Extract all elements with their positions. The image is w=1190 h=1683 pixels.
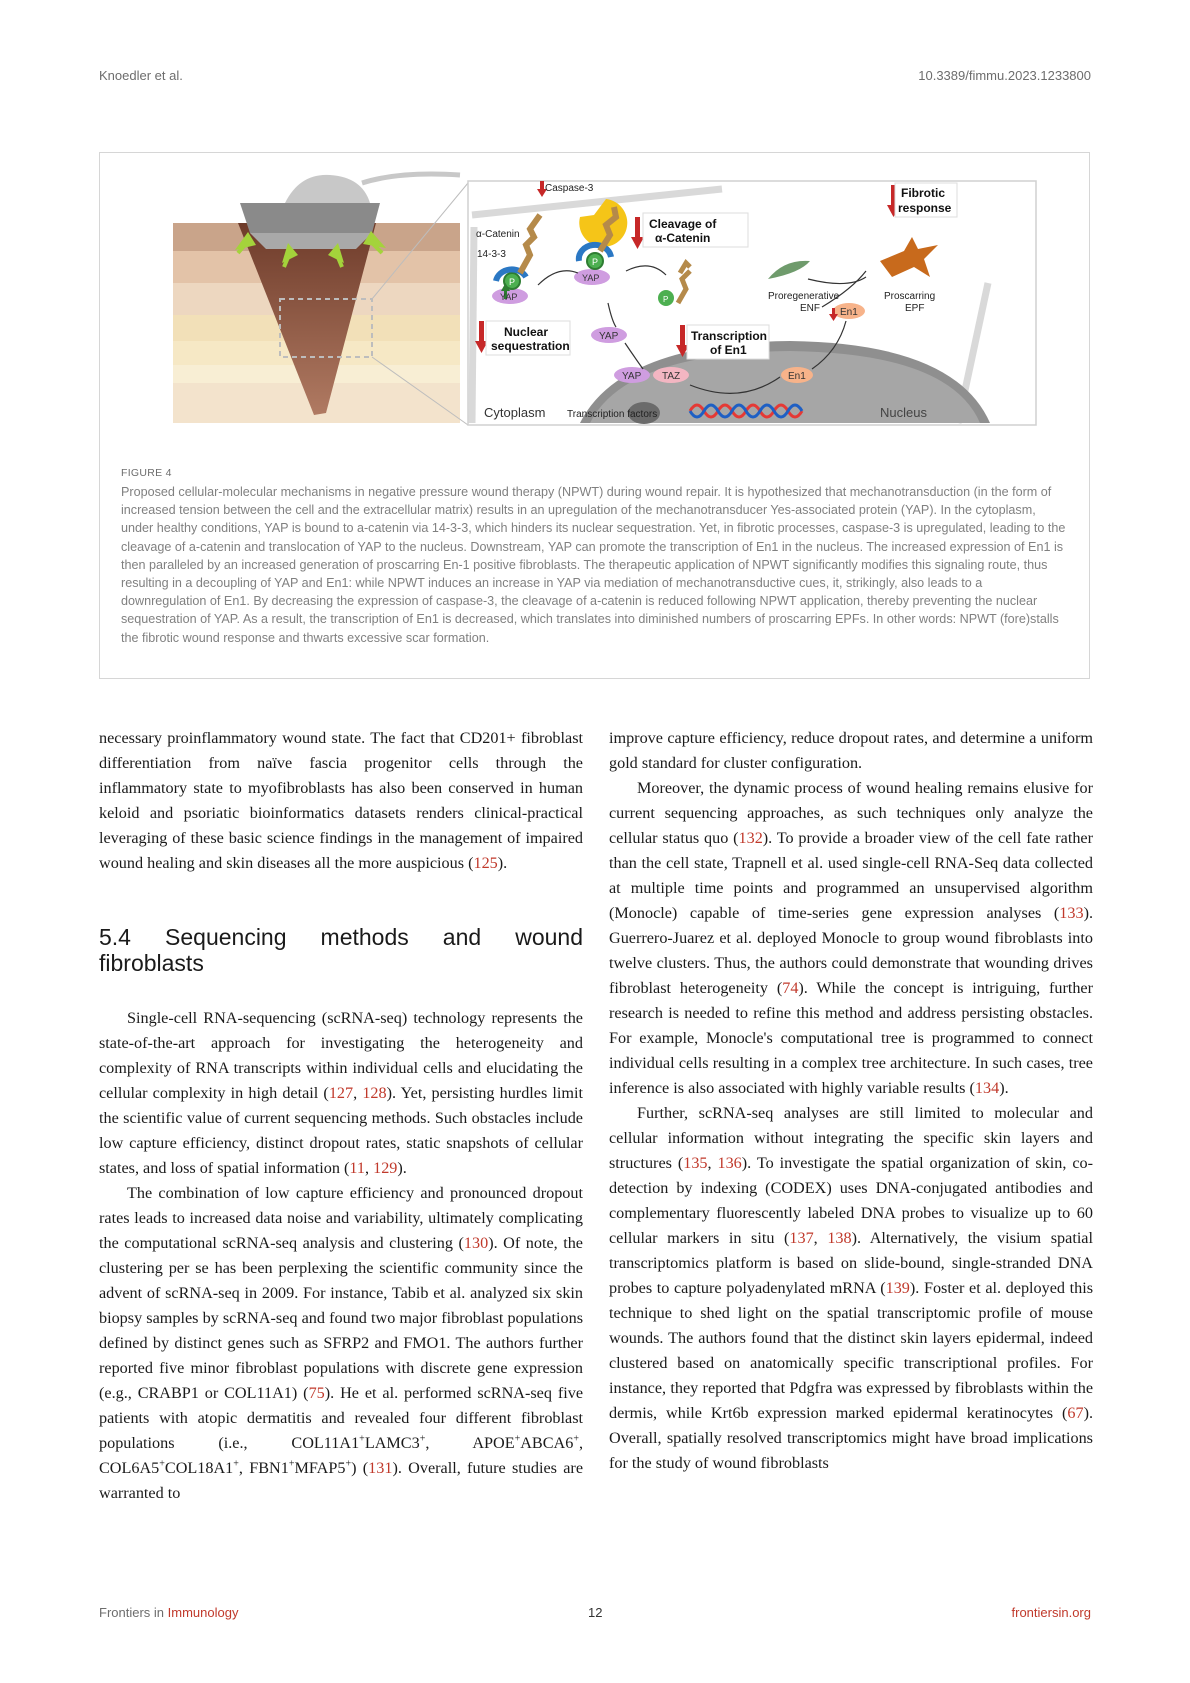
journal-name: Immunology: [167, 1605, 239, 1620]
signaling-panel: [468, 181, 1036, 425]
label-transcription-1: Transcription: [691, 329, 768, 343]
label-fibrotic-1: Fibrotic: [901, 186, 945, 200]
citation-link[interactable]: 134: [974, 1079, 1000, 1097]
label-cleavage-1: Cleavage of: [649, 217, 717, 231]
citation-link[interactable]: 137: [789, 1229, 814, 1247]
label-nucleus: Nucleus: [880, 405, 927, 420]
paragraph: necessary proinflammatory wound state. The fact that CD201+ fibroblast differentiation from naïve fascia progenitor cells through the inflammatory state to myofibroblasts has also been conserved in human keloid and psoriatic bioinformatics datasets renders clinical-practical leveraging of these basic science findings in the management of impaired wound healing and skin diseases all the more auspicious (125).: [99, 729, 583, 872]
page-number: 12: [588, 1605, 603, 1620]
citation-link[interactable]: 125: [473, 854, 498, 872]
label-proscarring-1: Proscarring: [884, 291, 936, 302]
citation-link[interactable]: 75: [308, 1384, 325, 1402]
label-en1-1: En1: [840, 307, 858, 318]
figure-illustration: [100, 153, 1091, 453]
section-heading: 5.4 Sequencing methods and wound fibroblasts: [99, 924, 583, 976]
citation-link[interactable]: 11: [349, 1159, 366, 1177]
running-header-authors: Knoedler et al.: [99, 68, 183, 83]
citation-link[interactable]: 131: [368, 1459, 393, 1477]
label-cleavage-2: α-Catenin: [655, 231, 711, 245]
citation-link[interactable]: 138: [827, 1229, 852, 1247]
figure-box: [99, 152, 1090, 679]
citation-link[interactable]: 139: [885, 1279, 910, 1297]
label-yap-1: YAP: [500, 292, 518, 302]
label-en1-2: En1: [788, 371, 806, 382]
label-proregenerative-1: Proregenerative: [768, 291, 840, 302]
citation-link[interactable]: 130: [463, 1234, 489, 1252]
label-nuclear-1: Nuclear: [504, 325, 549, 339]
footer-journal: Frontiers in Immunology: [99, 1605, 239, 1620]
citation-link[interactable]: 127: [328, 1084, 354, 1102]
label-catenin: α-Catenin: [476, 229, 520, 240]
left-column: [99, 726, 583, 1506]
citation-link[interactable]: 129: [373, 1159, 398, 1177]
label-taz: TAZ: [662, 371, 681, 382]
paragraph: improve capture efficiency, reduce dropout rates, and determine a uniform gold standard for cluster configuration.: [609, 729, 1093, 772]
label-yap-4: YAP: [622, 371, 642, 382]
label-yap-3: YAP: [599, 331, 619, 342]
footer-site-link[interactable]: frontiersin.org: [1011, 1605, 1091, 1620]
figure-label: FIGURE 4: [121, 467, 172, 479]
paragraph: Moreover, the dynamic process of wound healing remains elusive for current sequencing approaches, as such techniques only analyze the cellular status quo (132). To provide a broader view of the cell fate rather than the cell state, Trapnell et al. used single-cell RNA-Seq data collected at multiple time points and programmed an unsupervised algorithm (Monocle) capable of time-series gene expression analyses (133). Guerrero-Juarez et al. deployed Monocle to group wound fibroblasts into twelve clusters. Thus, the authors could demonstrate that wounding drives fibroblast heterogeneity (74). While the concept is intriguing, further research is needed to refine this method and address persisting obstacles. For example, Monocle's computational tree is programmed to connect individual cells resulting in a complex tree architecture. In such cases, tree inference is also associated with highly variable results (134).: [609, 779, 1093, 1097]
label-p-2: P: [592, 257, 599, 267]
label-14-3-3: 14-3-3: [477, 249, 506, 260]
label-cytoplasm: Cytoplasm: [484, 405, 546, 420]
citation-link[interactable]: 133: [1059, 904, 1084, 922]
figure-caption-text: Proposed cellular-molecular mechanisms in negative pressure wound therapy (NPWT) during wound repair. It is hypothesized that mechanotransduction (in the form of increased tension between the cell and the extracellular matrix) results in an upregulation of the mechanotransducer Yes-associated protein (YAP). In the cytoplasm, under healthy conditions, YAP is bound to a-catenin via 14-3-3, which hinders its nuclear sequestration. Yet, in fibrotic processes, caspase-3 is upregulated, leading to the cleavage of a-catenin and translocation of YAP to the nucleus. Downstream, YAP can promote the transcription of En1 in the nucleus. The increased expression of En1 is then paralleled by an increased generation of proscarring En-1 positive fibroblasts. The therapeutic application of NPWT significantly modifies this signaling route, thus resulting in a decoupling of YAP and En1: while NPWT induces an increase in YAP via mediation of mechanotransductive cues, it, strikingly, also leads to a downregulation of En1. By decreasing the expression of caspase-3, the cleavage of a-catenin is reduced following NPWT application, thereby preventing the nuclear sequestration of YAP. As a result, the transcription of En1 is decreased, which translates into diminished numbers of proscarring EPFs. In other words: NPWT (fore)stalls the fibrotic wound response and thwarts excessive scar formation.: [121, 485, 1066, 645]
label-p-1: P: [509, 277, 516, 287]
label-transcription-factors: Transcription factors: [567, 409, 658, 420]
citation-link[interactable]: 135: [683, 1154, 708, 1172]
label-p-3: P: [663, 295, 669, 304]
label-transcription-2: of En1: [710, 343, 747, 357]
citation-link[interactable]: 132: [738, 829, 763, 847]
skin-cross-section: [173, 174, 468, 425]
label-proscarring-2: EPF: [905, 303, 925, 314]
right-column: [609, 726, 1093, 1476]
figure-caption: [121, 465, 1071, 647]
citation-link[interactable]: 136: [717, 1154, 742, 1172]
paragraph: Further, scRNA-seq analyses are still limited to molecular and cellular information without integrating the specific skin layers and structures (135, 136). To investigate the spatial organization of skin, co-detection by indexing (CODEX) uses DNA-conjugated antibodies and complementary fluorescently labeled DNA probes to visualize up to 60 cellular markers in situ (137, 138). Alternatively, the visium spatial transcriptomics platform is based on slide-bound, single-stranded DNA probes to capture polyadenylated mRNA (139). Foster et al. deployed this technique to shed light on the spatial transcriptomic profile of mouse wounds. The authors found that the distinct skin layers epidermal, indeed clustered based on anatomically specific transcriptional profiles. For instance, they reported that Pdgfra was expressed by fibroblasts within the dermis, while Krt6b expression marked epidermal keratinocytes (67). Overall, spatially resolved transcriptomics might have broad implications for the study of wound fibroblasts: [609, 1104, 1094, 1472]
citation-link[interactable]: 67: [1067, 1404, 1084, 1422]
label-fibrotic-2: response: [898, 201, 952, 215]
label-nuclear-2: sequestration: [491, 339, 570, 353]
running-header-doi: 10.3389/fimmu.2023.1233800: [918, 68, 1091, 83]
paragraph: Single-cell RNA-sequencing (scRNA-seq) technology represents the state-of-the-art approach for investigating the heterogeneity and complexity of RNA transcripts within individual cells and elucidating the cellular complexity in high detail (127, 128). Yet, persisting hurdles limit the scientific value of current sequencing methods. Such obstacles include low capture efficiency, distinct dropout rates, static snapshots of cellular states, and loss of spatial information (11, 129).: [99, 1009, 584, 1177]
citation-link[interactable]: 128: [362, 1084, 387, 1102]
label-caspase: Caspase-3: [545, 183, 594, 194]
label-yap-2: YAP: [582, 273, 600, 283]
paragraph: The combination of low capture efficiency and pronounced dropout rates leads to increased data noise and variability, ultimately complicating the computational scRNA-seq analysis and clustering (130). Of note, the clustering per se has been perplexing the scientific community since the advent of scRNA-seq in 2009. For instance, Tabib et al. analyzed six skin biopsy samples by scRNA-seq and found two major fibroblast populations defined by distinct genes such as SFRP2 and FMO1. The authors further reported five minor fibroblast populations with discrete gene expression (e.g., CRABP1 or COL11A1) (75). He et al. performed scRNA-seq five patients with atopic dermatitis and revealed four different fibroblast populations (i.e., COL11A1+LAMC3+, APOE+ABCA6+, COL6A5+COL18A1+, FBN1+MFAP5+) (131). Overall, future studies are warranted to: [99, 1184, 584, 1502]
label-proregenerative-2: ENF: [800, 303, 820, 314]
citation-link[interactable]: 74: [782, 979, 799, 997]
